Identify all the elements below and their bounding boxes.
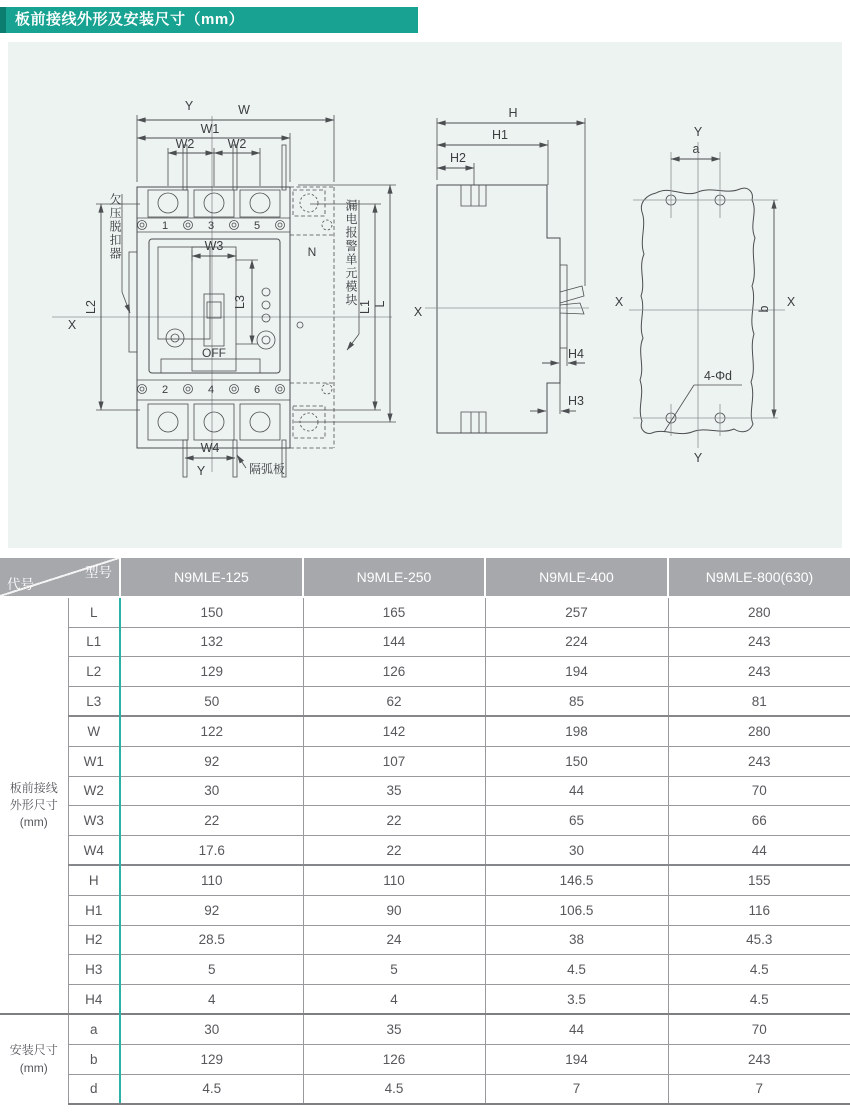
mount-x-left-label: X	[614, 295, 624, 309]
terminal-4-label: 4	[207, 384, 215, 396]
dim-value: 110	[120, 865, 303, 895]
row-group-label: 安装尺寸 (mm)	[0, 1014, 68, 1104]
mount-x-right-label: X	[786, 295, 796, 309]
dim-h2: H2	[450, 151, 466, 165]
dim-value: 150	[485, 746, 668, 776]
dim-value: 243	[668, 627, 850, 657]
arc-chute-plate-label: 隔弧板	[249, 462, 286, 476]
dim-code: W2	[68, 776, 120, 806]
dim-code: H1	[68, 895, 120, 925]
dim-value: 44	[485, 776, 668, 806]
dim-value: 30	[120, 1014, 303, 1044]
dim-code: L3	[68, 686, 120, 716]
dim-w2-right: W2	[227, 137, 247, 151]
front-x-axis-label: X	[67, 318, 77, 332]
table-header-row	[0, 558, 850, 597]
dim-value: 107	[303, 746, 485, 776]
dim-h4: H4	[568, 347, 584, 361]
dim-value: 30	[120, 776, 303, 806]
table-row	[0, 597, 850, 627]
dim-value: 142	[303, 716, 485, 746]
table-row	[0, 716, 850, 746]
column-header: N9MLE-400	[485, 558, 668, 597]
table-row	[0, 1014, 850, 1044]
dim-value: 17.6	[120, 835, 303, 865]
terminal-5-label: 5	[253, 220, 261, 232]
dim-value: 106.5	[485, 895, 668, 925]
dim-code: a	[68, 1014, 120, 1044]
dim-w: W	[238, 103, 250, 117]
table-row	[0, 746, 850, 776]
column-header: N9MLE-250	[303, 558, 485, 597]
dim-value: 129	[120, 657, 303, 687]
dim-value: 35	[303, 776, 485, 806]
dim-value: 155	[668, 865, 850, 895]
row-group-label: 板前接线 外形尺寸 (mm)	[0, 597, 68, 1014]
dim-h1: H1	[492, 128, 508, 142]
dim-code: H3	[68, 955, 120, 985]
table-row	[0, 984, 850, 1014]
dim-code: H	[68, 865, 120, 895]
dim-value: 7	[485, 1074, 668, 1104]
undervoltage-release-label: 欠压脱扣器	[108, 193, 122, 261]
dim-value: 5	[303, 955, 485, 985]
dim-value: 4	[303, 984, 485, 1014]
dim-value: 4.5	[485, 955, 668, 985]
dim-value: 92	[120, 895, 303, 925]
dim-w2-left: W2	[175, 137, 195, 151]
dim-value: 35	[303, 1014, 485, 1044]
dim-value: 50	[120, 686, 303, 716]
dim-value: 3.5	[485, 984, 668, 1014]
dim-value: 243	[668, 657, 850, 687]
dim-value: 280	[668, 597, 850, 627]
dim-value: 4.5	[303, 1074, 485, 1104]
dim-value: 4	[120, 984, 303, 1014]
dim-value: 110	[303, 865, 485, 895]
column-header: N9MLE-125	[120, 558, 303, 597]
dim-b: b	[757, 305, 771, 313]
table-row	[0, 627, 850, 657]
table-row	[0, 806, 850, 836]
dimensions-table	[0, 558, 850, 1105]
dim-code: L2	[68, 657, 120, 687]
terminal-2-label: 2	[161, 384, 169, 396]
mount-holes-label: 4-Φd	[703, 369, 733, 383]
dim-value: 38	[485, 925, 668, 955]
dim-h: H	[508, 106, 518, 120]
dim-code: W1	[68, 746, 120, 776]
dim-value: 132	[120, 627, 303, 657]
dim-value: 62	[303, 686, 485, 716]
dim-value: 116	[668, 895, 850, 925]
dim-value: 66	[668, 806, 850, 836]
dim-code: d	[68, 1074, 120, 1104]
table-row	[0, 1044, 850, 1074]
dim-code: L1	[68, 627, 120, 657]
dim-value: 129	[120, 1044, 303, 1074]
dim-value: 280	[668, 716, 850, 746]
table-row	[0, 955, 850, 985]
dim-value: 224	[485, 627, 668, 657]
dim-value: 165	[303, 597, 485, 627]
dim-code: b	[68, 1044, 120, 1074]
dim-value: 22	[303, 835, 485, 865]
dim-a: a	[692, 142, 700, 156]
dim-value: 85	[485, 686, 668, 716]
dim-value: 30	[485, 835, 668, 865]
title-accent-strip	[0, 7, 6, 33]
front-y-top-label: Y	[184, 99, 194, 113]
dim-value: 92	[120, 746, 303, 776]
mount-y-top-label: Y	[693, 125, 703, 139]
table-row	[0, 925, 850, 955]
terminal-1-label: 1	[161, 220, 169, 232]
table-corner-cell	[0, 558, 120, 597]
technical-drawing	[8, 42, 842, 548]
dim-value: 90	[303, 895, 485, 925]
dim-l2: L2	[84, 300, 98, 314]
dim-value: 150	[120, 597, 303, 627]
leakage-alarm-module-label: 漏电报警单元模块	[344, 199, 358, 307]
table-row	[0, 657, 850, 687]
column-header: N9MLE-800(630)	[668, 558, 850, 597]
dim-value: 243	[668, 746, 850, 776]
table-row	[0, 776, 850, 806]
corner-label-code: 代号	[7, 577, 34, 592]
table-row	[0, 1074, 850, 1104]
dim-value: 194	[485, 657, 668, 687]
dim-value: 122	[120, 716, 303, 746]
table-row	[0, 865, 850, 895]
dim-code: H4	[68, 984, 120, 1014]
dim-l: L	[373, 300, 387, 308]
dim-value: 198	[485, 716, 668, 746]
dim-w4: W4	[200, 441, 220, 455]
dim-h3: H3	[568, 394, 584, 408]
dim-value: 70	[668, 1014, 850, 1044]
terminal-3-label: 3	[207, 220, 215, 232]
dim-value: 45.3	[668, 925, 850, 955]
dim-value: 4.5	[668, 984, 850, 1014]
dim-value: 28.5	[120, 925, 303, 955]
technical-drawing-panel	[8, 42, 842, 548]
dim-value: 194	[485, 1044, 668, 1074]
dim-value: 24	[303, 925, 485, 955]
front-y-bottom-label: Y	[196, 464, 206, 478]
dim-code: H2	[68, 925, 120, 955]
dim-code: W3	[68, 806, 120, 836]
section-title-bar	[0, 7, 418, 33]
dim-code: W	[68, 716, 120, 746]
dim-w3: W3	[204, 239, 224, 253]
dim-value: 22	[303, 806, 485, 836]
dim-value: 4.5	[668, 955, 850, 985]
dim-l1: L1	[358, 300, 372, 314]
n-pole-label: N	[307, 245, 317, 259]
table-row	[0, 835, 850, 865]
dim-value: 65	[485, 806, 668, 836]
mount-y-bottom-label: Y	[693, 451, 703, 465]
section-title: 板前接线外形及安装尺寸（mm）	[15, 11, 245, 28]
dim-value: 22	[120, 806, 303, 836]
dim-value: 44	[485, 1014, 668, 1044]
dim-value: 5	[120, 955, 303, 985]
dim-l3: L3	[233, 295, 247, 309]
dim-value: 44	[668, 835, 850, 865]
dim-value: 81	[668, 686, 850, 716]
table-row	[0, 686, 850, 716]
dim-value: 7	[668, 1074, 850, 1104]
dim-value: 4.5	[120, 1074, 303, 1104]
terminal-6-label: 6	[253, 384, 261, 396]
dim-value: 257	[485, 597, 668, 627]
dim-value: 126	[303, 1044, 485, 1074]
mounting-view	[615, 125, 796, 465]
dim-value: 243	[668, 1044, 850, 1074]
side-view	[414, 106, 589, 433]
dim-value: 144	[303, 627, 485, 657]
table-row	[0, 895, 850, 925]
side-x-axis-label: X	[413, 305, 423, 319]
dim-w1: W1	[200, 122, 220, 136]
dim-value: 70	[668, 776, 850, 806]
corner-label-model: 型号	[85, 565, 112, 580]
n-pole-module	[290, 187, 334, 448]
dim-code: W4	[68, 835, 120, 865]
dim-value: 146.5	[485, 865, 668, 895]
dim-code: L	[68, 597, 120, 627]
dim-value: 126	[303, 657, 485, 687]
off-position-label: OFF	[202, 346, 226, 360]
